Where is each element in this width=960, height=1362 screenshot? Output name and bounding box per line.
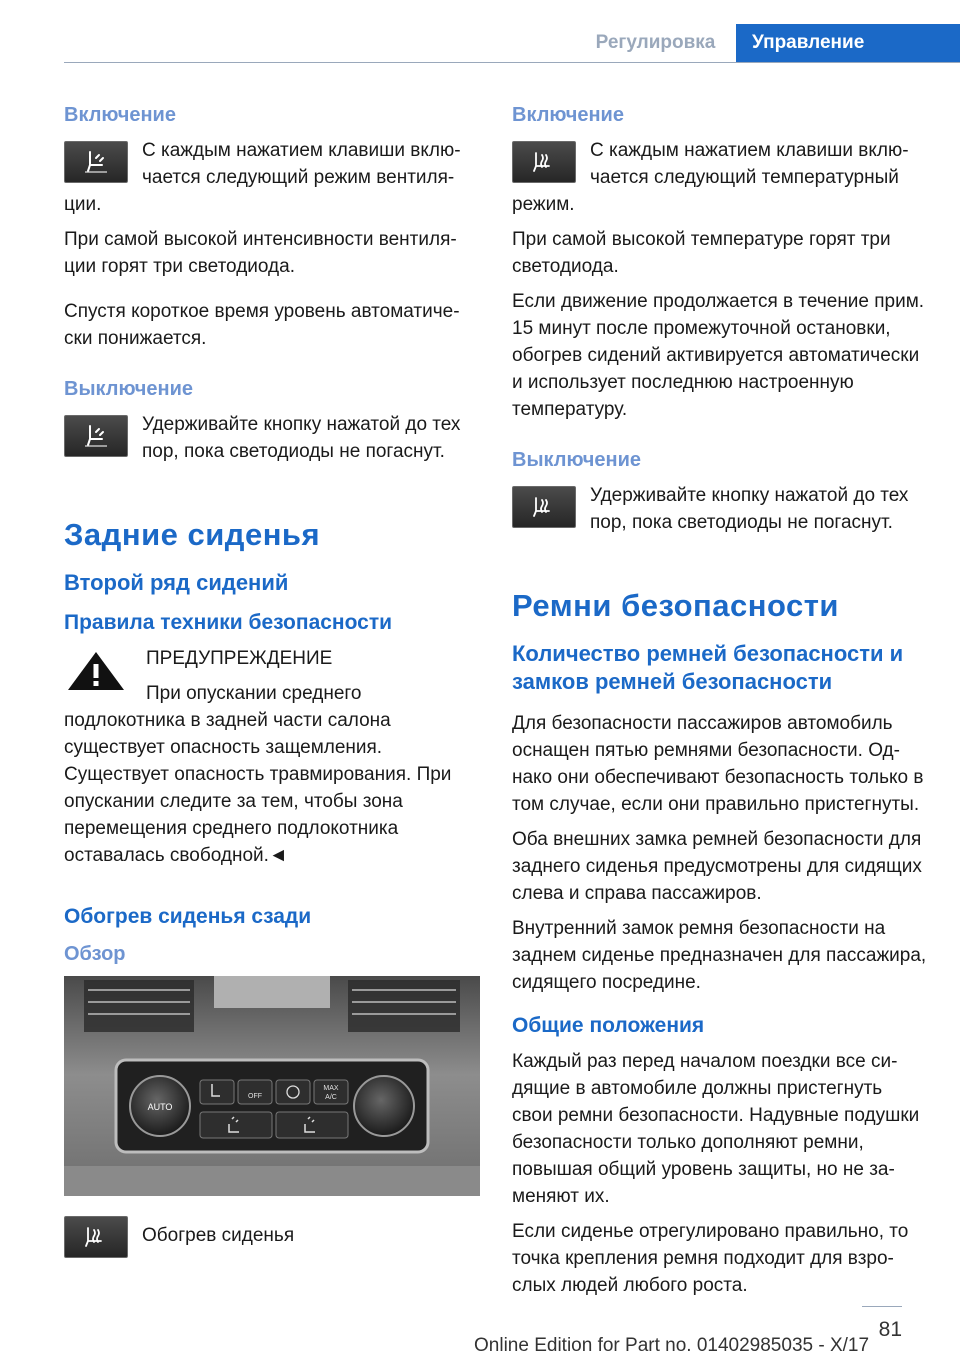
belt-count-text-2: Оба внешних замка ремней безопасности для заднего сиденья предусмотрены для сидящих слева и справа пассажиров. [512, 829, 922, 904]
heading-belt-count: Количество ремней безопасности и замков ремней безопасности [512, 641, 904, 694]
seat-ventilation-button-icon [64, 141, 128, 183]
ventilation-off-block [64, 411, 479, 473]
heading-general: Общие положения [512, 1014, 705, 1037]
heating-on-text-3: Если движение продолжается в течение прим. 15 минут после промежуточной остановки, обогрев сидений активируется автоматически и использует последнюю настроенную температуру. [512, 291, 925, 420]
heading-heating-on: Включение [512, 104, 624, 126]
left-column [64, 100, 479, 1264]
belt-count-text-1: Для безопасности пассажиров автомобиль оснащен пятью ремнями безопасности. Однако они обеспечивают безопасность только в том случае, если они правильно пристегнуты. [512, 713, 924, 815]
ventilation-on-text-3: Спустя короткое время уровень автоматически понижается. [64, 301, 460, 349]
general-text-1: Каждый раз перед началом поездки все сидящие в автомобиле должны пристегнуть свои ремни безопасности. Надувные подушки безопасности только дополняют ремни, повышая общий уровень защиты, но не заменяют их. [512, 1051, 920, 1207]
heading-safety-rules: Правила техники безопасности [64, 611, 393, 634]
page-number: 81 [878, 1318, 902, 1341]
seat-ventilation-button-icon [64, 415, 128, 457]
heading-ventilation-off: Выключение [64, 378, 194, 400]
ventilation-on-text-2: При самой высокой интенсивности вентиляции горят три светодиода. [64, 229, 457, 277]
warning-title: ПРЕДУПРЕЖДЕНИЕ [146, 648, 333, 669]
ventilation-off-text: Удерживайте кнопку нажатой до тех пор, пока светодиоды не погаснут. [142, 414, 461, 462]
warning-triangle-icon [64, 649, 128, 693]
rear-climate-panel-photo [64, 976, 480, 1196]
heading-overview: Обзор [64, 943, 126, 965]
right-column [512, 100, 927, 1307]
heating-on-text-1: С каждым нажатием клавиши включается следующий температурный режим. [512, 140, 909, 215]
belt-count-text-3: Внутренний замок ремня безопасности на заднем сиденье предназначен для пассажира, сидящего посредине. [512, 918, 927, 993]
heading-seat-belts: Ремни безопасности [512, 588, 839, 623]
seat-heating-button-icon [512, 486, 576, 528]
off-label: OFF [248, 1093, 262, 1100]
heading-ventilation-on: Включение [64, 104, 176, 126]
header-rule [64, 62, 960, 63]
ac-label: A/C [325, 1094, 337, 1101]
warning-block [64, 645, 479, 877]
heating-off-text: Удерживайте кнопку нажатой до тех пор, пока светодиоды не погаснут. [590, 485, 909, 533]
ventilation-on-block [64, 137, 479, 226]
tab-controls[interactable]: Управление [736, 24, 960, 62]
tab-adjustment[interactable]: Регулировка [595, 32, 716, 53]
heating-on-block [512, 137, 927, 226]
heading-rear-seats: Задние сиденья [64, 517, 321, 552]
footer-rule [862, 1306, 902, 1307]
seat-heating-button-icon [64, 1216, 128, 1258]
seat-heating-caption [64, 1214, 479, 1264]
caption-text: Обогрев сиденья [142, 1225, 295, 1246]
heating-on-text-2: При самой высокой температуре горят три светодиода. [512, 229, 891, 277]
warning-text: При опускании среднего подлокотника в задней части салона существует опасность защемления. Существует опасность травмирования. При опускании следите за тем, чтобы зона перемещения среднего подлокотника оставалась свободной.◄ [64, 683, 452, 866]
max-label: MAX [323, 1085, 339, 1092]
heading-rear-seat-heating: Обогрев сиденья сзади [64, 905, 312, 928]
seat-heating-button-icon [512, 141, 576, 183]
ventilation-on-text-1: С каждым нажатием клавиши включается следующий режим вентиляции. [64, 140, 461, 215]
heating-off-block [512, 482, 927, 544]
heading-second-row: Второй ряд сидений [64, 570, 289, 595]
general-text-2: Если сиденье отрегулировано правильно, то точка крепления ремня подходит для взрослых людей любого роста. [512, 1221, 909, 1296]
edition-footer: Online Edition for Part no. 01402985035 - X/17 [474, 1335, 870, 1356]
auto-label: AUTO [147, 1102, 173, 1112]
heading-heating-off: Выключение [512, 449, 642, 471]
